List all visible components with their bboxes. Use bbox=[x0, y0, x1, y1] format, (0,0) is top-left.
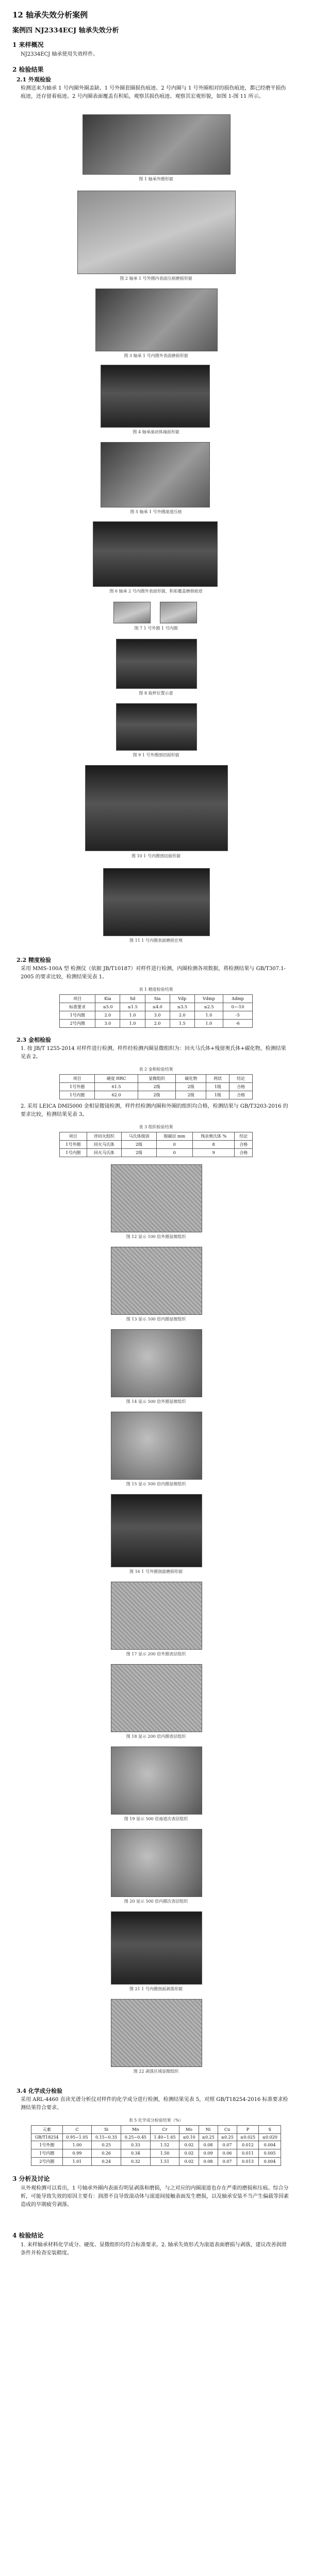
appearance-text: 检测送来为轴承 1 号内圈外圈盖缺、1 号外圈套圈损伤痕迹、2 号内圈与 1 号外圈相对的损伤痕迹，都已经磨平损伤痕迹，还存留着痕迹。2 号内圈表面覆盖有积垢，观察其损伤痕迹、观察其宏观形貌，如图 1-图 11 所示。 bbox=[21, 86, 286, 99]
figure-9-image bbox=[116, 703, 197, 751]
structure-table bbox=[59, 1132, 253, 1157]
table-cell: ≤0.25 bbox=[218, 2134, 237, 2141]
table-header-cell: 结论 bbox=[229, 1075, 253, 1083]
table-cell: 0.07 bbox=[218, 2141, 237, 2149]
table-cell: 1号外圈 bbox=[60, 1083, 95, 1091]
table-cell: 2级 bbox=[138, 1083, 175, 1091]
figure-20-caption: 图 20 显示 500 倍内圈次表层组织 bbox=[124, 1899, 188, 1904]
table-cell: 2号内圈 bbox=[60, 1020, 95, 1028]
table-header-cell: 项目 bbox=[60, 995, 95, 1003]
table-cell: 0.013 bbox=[237, 2158, 259, 2166]
section-sample-overview: 1 来样概况 bbox=[12, 41, 44, 48]
table-row bbox=[31, 2134, 281, 2141]
table-cell: ≤5.0 bbox=[95, 1003, 120, 1011]
table-cell: 合格 bbox=[229, 1091, 253, 1099]
table-cell: 2号内圈 bbox=[31, 2158, 63, 2166]
table-header-cell: P bbox=[237, 2126, 259, 2134]
table-cell: ≤1.5 bbox=[120, 1003, 145, 1011]
table-cell: 1号内圈 bbox=[60, 1011, 95, 1020]
table-header-cell: 元素 bbox=[31, 2126, 63, 2134]
figure-8-caption: 图 8 取样位置示意 bbox=[139, 691, 173, 696]
table-cell: 标准要求 bbox=[60, 1003, 95, 1011]
table-cell: 0~-10 bbox=[223, 1003, 252, 1011]
figure-7-caption: 图 7 1 号外圈 1 号内圈 bbox=[134, 626, 178, 631]
table-cell: 2级 bbox=[122, 1141, 157, 1149]
table-cell: 1.0 bbox=[120, 1011, 145, 1020]
table-cell: 1.51 bbox=[150, 2158, 179, 2166]
table-cell: 0.012 bbox=[237, 2141, 259, 2149]
table-cell: ≤4.0 bbox=[145, 1003, 170, 1011]
table-cell: 1.0 bbox=[194, 1020, 223, 1028]
table-cell: 2级 bbox=[138, 1091, 175, 1099]
table-cell: 0 bbox=[156, 1149, 192, 1157]
figure-21-image bbox=[111, 1911, 202, 1985]
table-cell: 合格 bbox=[235, 1149, 253, 1157]
table-header-cell: Sia bbox=[145, 995, 170, 1003]
table-cell: 1号外圈 bbox=[31, 2141, 63, 2149]
table-cell: 0.02 bbox=[179, 2149, 199, 2158]
figure-16-caption: 图 16 1 号外圈剖面磨损形貌 bbox=[129, 1569, 183, 1574]
table-header-cell: Mo bbox=[179, 2126, 199, 2134]
table-cell: 0.26 bbox=[92, 2149, 121, 2158]
table-header-cell: Vdmp bbox=[194, 995, 223, 1003]
table-cell: ≤2.5 bbox=[194, 1003, 223, 1011]
analysis-text: 从外观检测可以看出，1 号轴承外圈内表面有明显剥落和磨损，与之对应的内圈滚道也存在严重的磨损和压痕。综合分析，可能导致失效的原因主要有：润滑不良导致滚动体与滚道间接触表面发生磨损，以及轴承安装不当产生偏载等因素造成的早期疲劳剥落。 bbox=[21, 2185, 289, 2208]
table-row bbox=[31, 2149, 281, 2158]
table-row bbox=[60, 1149, 253, 1157]
table-cell: 1号外圈 bbox=[60, 1141, 87, 1149]
table-cell: 1.40~1.65 bbox=[150, 2134, 179, 2141]
figure-2-caption: 图 2 轴承 1 号外圈内表面压痕磨损形貌 bbox=[120, 276, 192, 281]
figure-3-caption: 图 3 轴承 1 号内圈外表面磨损形貌 bbox=[124, 353, 188, 358]
figure-4-image bbox=[101, 365, 210, 428]
table-row bbox=[31, 2141, 281, 2149]
figure-12-caption: 图 12 显示 100 倍外圈显微组织 bbox=[126, 1234, 186, 1239]
table-5-caption: 表 5 化学成分检验结果（%） bbox=[128, 2118, 184, 2123]
table-header-cell: Vdp bbox=[170, 995, 194, 1003]
figure-1-caption: 图 1 轴承外圈形貌 bbox=[139, 177, 173, 181]
table-cell: 0.25~0.45 bbox=[121, 2134, 150, 2141]
figure-6-caption: 图 6 轴承 2 号内圈外表面形貌，积垢覆盖磨损痕迹 bbox=[109, 589, 203, 594]
table-cell: 0.004 bbox=[259, 2158, 281, 2166]
table-cell: 3.0 bbox=[95, 1020, 120, 1028]
table-header-cell: 结论 bbox=[235, 1132, 253, 1141]
table-cell: 0.011 bbox=[237, 2149, 259, 2158]
figure-18-image bbox=[111, 1664, 202, 1732]
figure-17-image bbox=[111, 1582, 202, 1650]
table-cell: 62.0 bbox=[95, 1091, 138, 1099]
table-cell: 回火马氏体 bbox=[87, 1149, 122, 1157]
table-cell: 回火马氏体 bbox=[87, 1141, 122, 1149]
figure-14-image bbox=[111, 1329, 202, 1397]
subsection-appearance: 2.1 外观检验 bbox=[17, 76, 51, 83]
table-cell: 1.00 bbox=[62, 2141, 92, 2149]
table-cell: 1.01 bbox=[62, 2158, 92, 2166]
table-cell: 0.95~1.05 bbox=[62, 2134, 92, 2141]
table-row bbox=[60, 1091, 253, 1099]
table-row bbox=[60, 1083, 253, 1091]
table-cell: 0.02 bbox=[179, 2141, 199, 2149]
table-header-cell: Sd bbox=[120, 995, 145, 1003]
figure-14-caption: 图 14 显示 500 倍外圈显微组织 bbox=[126, 1399, 186, 1404]
figure-7b-image bbox=[160, 602, 197, 623]
chapter-title: 12 轴承失效分析案例 bbox=[12, 10, 88, 20]
table-cell: 0.004 bbox=[259, 2141, 281, 2149]
figure-9-caption: 图 9 1 号外圈剖切面形貌 bbox=[133, 753, 179, 757]
table-header-cell: 项目 bbox=[60, 1132, 87, 1141]
figure-16-image bbox=[111, 1494, 202, 1567]
table-header-cell: Kia bbox=[95, 995, 120, 1003]
table-cell: 合格 bbox=[229, 1083, 253, 1091]
chemistry-text: 采用 ARL-4460 直读光谱分析仪对样件的化学成分进行检测，检测结果见表 5，对照 GB/T18254-2016 标准要求检测结果符合要求。 bbox=[21, 2097, 288, 2111]
table-header-cell: 显微组织 bbox=[138, 1075, 175, 1083]
figure-17-caption: 图 17 显示 200 倍外圈表层组织 bbox=[126, 1652, 186, 1656]
table-cell: ≤0.10 bbox=[179, 2134, 199, 2141]
table-3-caption: 表 3 组织检验结果 bbox=[139, 1125, 173, 1129]
table-cell: 1.0 bbox=[194, 1011, 223, 1020]
table-row bbox=[60, 1011, 253, 1020]
table-cell: 1级 bbox=[206, 1091, 229, 1099]
table-cell: 2.0 bbox=[145, 1020, 170, 1028]
figure-13-image bbox=[111, 1247, 202, 1315]
table-header-cell: 碳化物 bbox=[176, 1075, 206, 1083]
table-header-cell: 马氏体级别 bbox=[122, 1132, 157, 1141]
table-cell: 1号内圈 bbox=[60, 1091, 95, 1099]
table-cell: 9 bbox=[192, 1149, 235, 1157]
table-cell: 合格 bbox=[235, 1141, 253, 1149]
table-cell: 61.5 bbox=[95, 1083, 138, 1091]
figure-1-image bbox=[83, 114, 231, 175]
table-cell: 0.99 bbox=[62, 2149, 92, 2158]
figure-10-caption: 图 10 1 号内圈剖切面形貌 bbox=[132, 854, 180, 858]
table-cell: 0.02 bbox=[179, 2158, 199, 2166]
table-header-cell: C bbox=[62, 2126, 92, 2134]
table-header-cell: 硬度 HRC bbox=[95, 1075, 138, 1083]
conclusion-text: 1. 来样轴承材料化学成分、硬度、显微组织均符合标准要求。2. 轴承失效形式为滚道表面磨损与剥落，建议改善润滑条件并检查安装精度。 bbox=[21, 2242, 287, 2256]
table-cell: 3.0 bbox=[145, 1011, 170, 1020]
table-header-cell: 网状 bbox=[206, 1075, 229, 1083]
subsection-metallography: 2.3 金相检验 bbox=[17, 1037, 51, 1043]
table-cell: ≤0.25 bbox=[199, 2134, 218, 2141]
figure-18-caption: 图 18 显示 200 倍内圈表层组织 bbox=[126, 1734, 186, 1739]
table-cell: 0.07 bbox=[218, 2158, 237, 2166]
metallography-table bbox=[59, 1074, 253, 1099]
figure-8-image bbox=[116, 639, 197, 689]
figure-21-caption: 图 21 1 号内圈剖面剥落形貌 bbox=[129, 1987, 183, 1991]
table-header-cell: Cr bbox=[150, 2126, 179, 2134]
table-cell: 1.5 bbox=[170, 1020, 194, 1028]
figure-22-image bbox=[111, 1999, 202, 2067]
figure-12-image bbox=[111, 1164, 202, 1232]
section-inspection-results: 2 检验结果 bbox=[12, 66, 44, 73]
table-header-cell: 项目 bbox=[60, 1075, 95, 1083]
table-cell: 2.0 bbox=[95, 1011, 120, 1020]
figure-19-image bbox=[111, 1747, 202, 1815]
figure-6-image bbox=[93, 521, 218, 587]
table-cell: 0.005 bbox=[259, 2149, 281, 2158]
figure-15-image bbox=[111, 1412, 202, 1480]
table-cell: 1.50 bbox=[150, 2149, 179, 2158]
table-cell: GB/T18254 bbox=[31, 2134, 63, 2141]
case-title: 案例四 NJ2334ECJ 轴承失效分析 bbox=[12, 27, 119, 35]
figure-7a-image bbox=[113, 602, 151, 623]
table-cell: 1级 bbox=[206, 1083, 229, 1091]
figure-10-image bbox=[85, 765, 228, 851]
figure-13-caption: 图 13 显示 100 倍内圈显微组织 bbox=[126, 1317, 186, 1321]
table-cell: ≤0.020 bbox=[259, 2134, 281, 2141]
table-header-cell: S bbox=[259, 2126, 281, 2134]
chemistry-table bbox=[31, 2125, 281, 2166]
table-row bbox=[60, 1141, 253, 1149]
figure-20-image bbox=[111, 1829, 202, 1897]
table-cell: 0 bbox=[156, 1141, 192, 1149]
table-cell: 0.08 bbox=[199, 2141, 218, 2149]
table-header-cell: 残余奥氏体 % bbox=[192, 1132, 235, 1141]
table-cell: 0.32 bbox=[121, 2158, 150, 2166]
table-header-cell: 脱碳层 mm bbox=[156, 1132, 192, 1141]
table-header-cell: Ni bbox=[199, 2126, 218, 2134]
table-cell: 0.25 bbox=[92, 2141, 121, 2149]
table-header-cell: 淬回火组织 bbox=[87, 1132, 122, 1141]
sample-overview-text: NJ2334ECJ 轴承使用失效样件。 bbox=[21, 52, 98, 57]
figure-5-image bbox=[101, 442, 210, 507]
table-header-cell: Δdmp bbox=[223, 995, 252, 1003]
table-1-caption: 表 1 精度检验结果 bbox=[139, 987, 173, 992]
table-cell: 1号内圈 bbox=[60, 1149, 87, 1157]
table-cell: 0.24 bbox=[92, 2158, 121, 2166]
table-cell: 0.34 bbox=[121, 2149, 150, 2158]
table-cell: ≤3.5 bbox=[170, 1003, 194, 1011]
table-cell: 2级 bbox=[176, 1091, 206, 1099]
figure-19-caption: 图 19 显示 500 倍滚道次表层组织 bbox=[124, 1817, 188, 1821]
microstructure-text: 2. 采用 LEICA DMI5000 金相显微镜检测，样件经检测内圈和外圈的组织均合格，检测结果与 GB/T3203-2016 的要求比较，检测结果见表 3。 bbox=[21, 1104, 288, 1117]
table-cell: 1.0 bbox=[120, 1020, 145, 1028]
figure-15-caption: 图 15 显示 500 倍内圈显微组织 bbox=[126, 1482, 186, 1486]
table-row bbox=[31, 2158, 281, 2166]
figure-4-caption: 图 4 轴承滚动体端面形貌 bbox=[133, 430, 179, 434]
metallography-text: 1. 按 JB/T 1255-2014 对样件进行检测，样件经检测内圈显微组织为：回火马氏体+残留奥氏体+碳化物，检测结果见表 2。 bbox=[21, 1046, 286, 1060]
table-header-cell: Mn bbox=[121, 2126, 150, 2134]
figure-3-image bbox=[95, 289, 218, 351]
table-cell: 1号内圈 bbox=[31, 2149, 63, 2158]
table-row bbox=[60, 1003, 253, 1011]
table-header-cell: Si bbox=[92, 2126, 121, 2134]
subsection-chemistry: 3.4 化学成分检验 bbox=[17, 2088, 62, 2094]
table-cell: 2.0 bbox=[170, 1011, 194, 1020]
table-header-cell: Cu bbox=[218, 2126, 237, 2134]
table-cell: 2级 bbox=[176, 1083, 206, 1091]
figure-22-caption: 图 22 剥落区域显微组织 bbox=[133, 2069, 179, 2074]
section-analysis: 3 分析及讨论 bbox=[12, 2175, 50, 2182]
table-cell: 0.06 bbox=[218, 2149, 237, 2158]
table-cell: 0.08 bbox=[199, 2158, 218, 2166]
table-cell: 0.15~0.35 bbox=[92, 2134, 121, 2141]
table-row bbox=[60, 1020, 253, 1028]
section-conclusion: 4 检验结论 bbox=[12, 2232, 44, 2239]
figure-5-caption: 图 5 轴承 1 号外圈滚道压痕 bbox=[130, 510, 182, 514]
table-2-caption: 表 2 金相检验结果 bbox=[139, 1067, 173, 1072]
table-cell: 0.09 bbox=[199, 2149, 218, 2158]
table-cell: -6 bbox=[223, 1020, 252, 1028]
figure-2-image bbox=[77, 191, 236, 274]
subsection-precision: 2.2 精度检验 bbox=[17, 957, 51, 963]
table-cell: 8 bbox=[192, 1141, 235, 1149]
table-cell: ≤0.025 bbox=[237, 2134, 259, 2141]
table-cell: 2级 bbox=[122, 1149, 157, 1157]
precision-table bbox=[59, 994, 253, 1028]
table-cell: 1.52 bbox=[150, 2141, 179, 2149]
figure-11-caption: 图 11 1 号内圈表面磨损宏观 bbox=[129, 938, 183, 943]
figure-11-image bbox=[103, 868, 210, 936]
table-cell: 0.33 bbox=[121, 2141, 150, 2149]
table-cell: -5 bbox=[223, 1011, 252, 1020]
precision-text: 采用 MMS-100A 型 检测仪（依据 JB/T10187）对样件进行检测，内圈检测各项数据，将检测结果与 GB/T307.1-2005 的要求比较，检测结果见表 1。 bbox=[21, 966, 286, 980]
